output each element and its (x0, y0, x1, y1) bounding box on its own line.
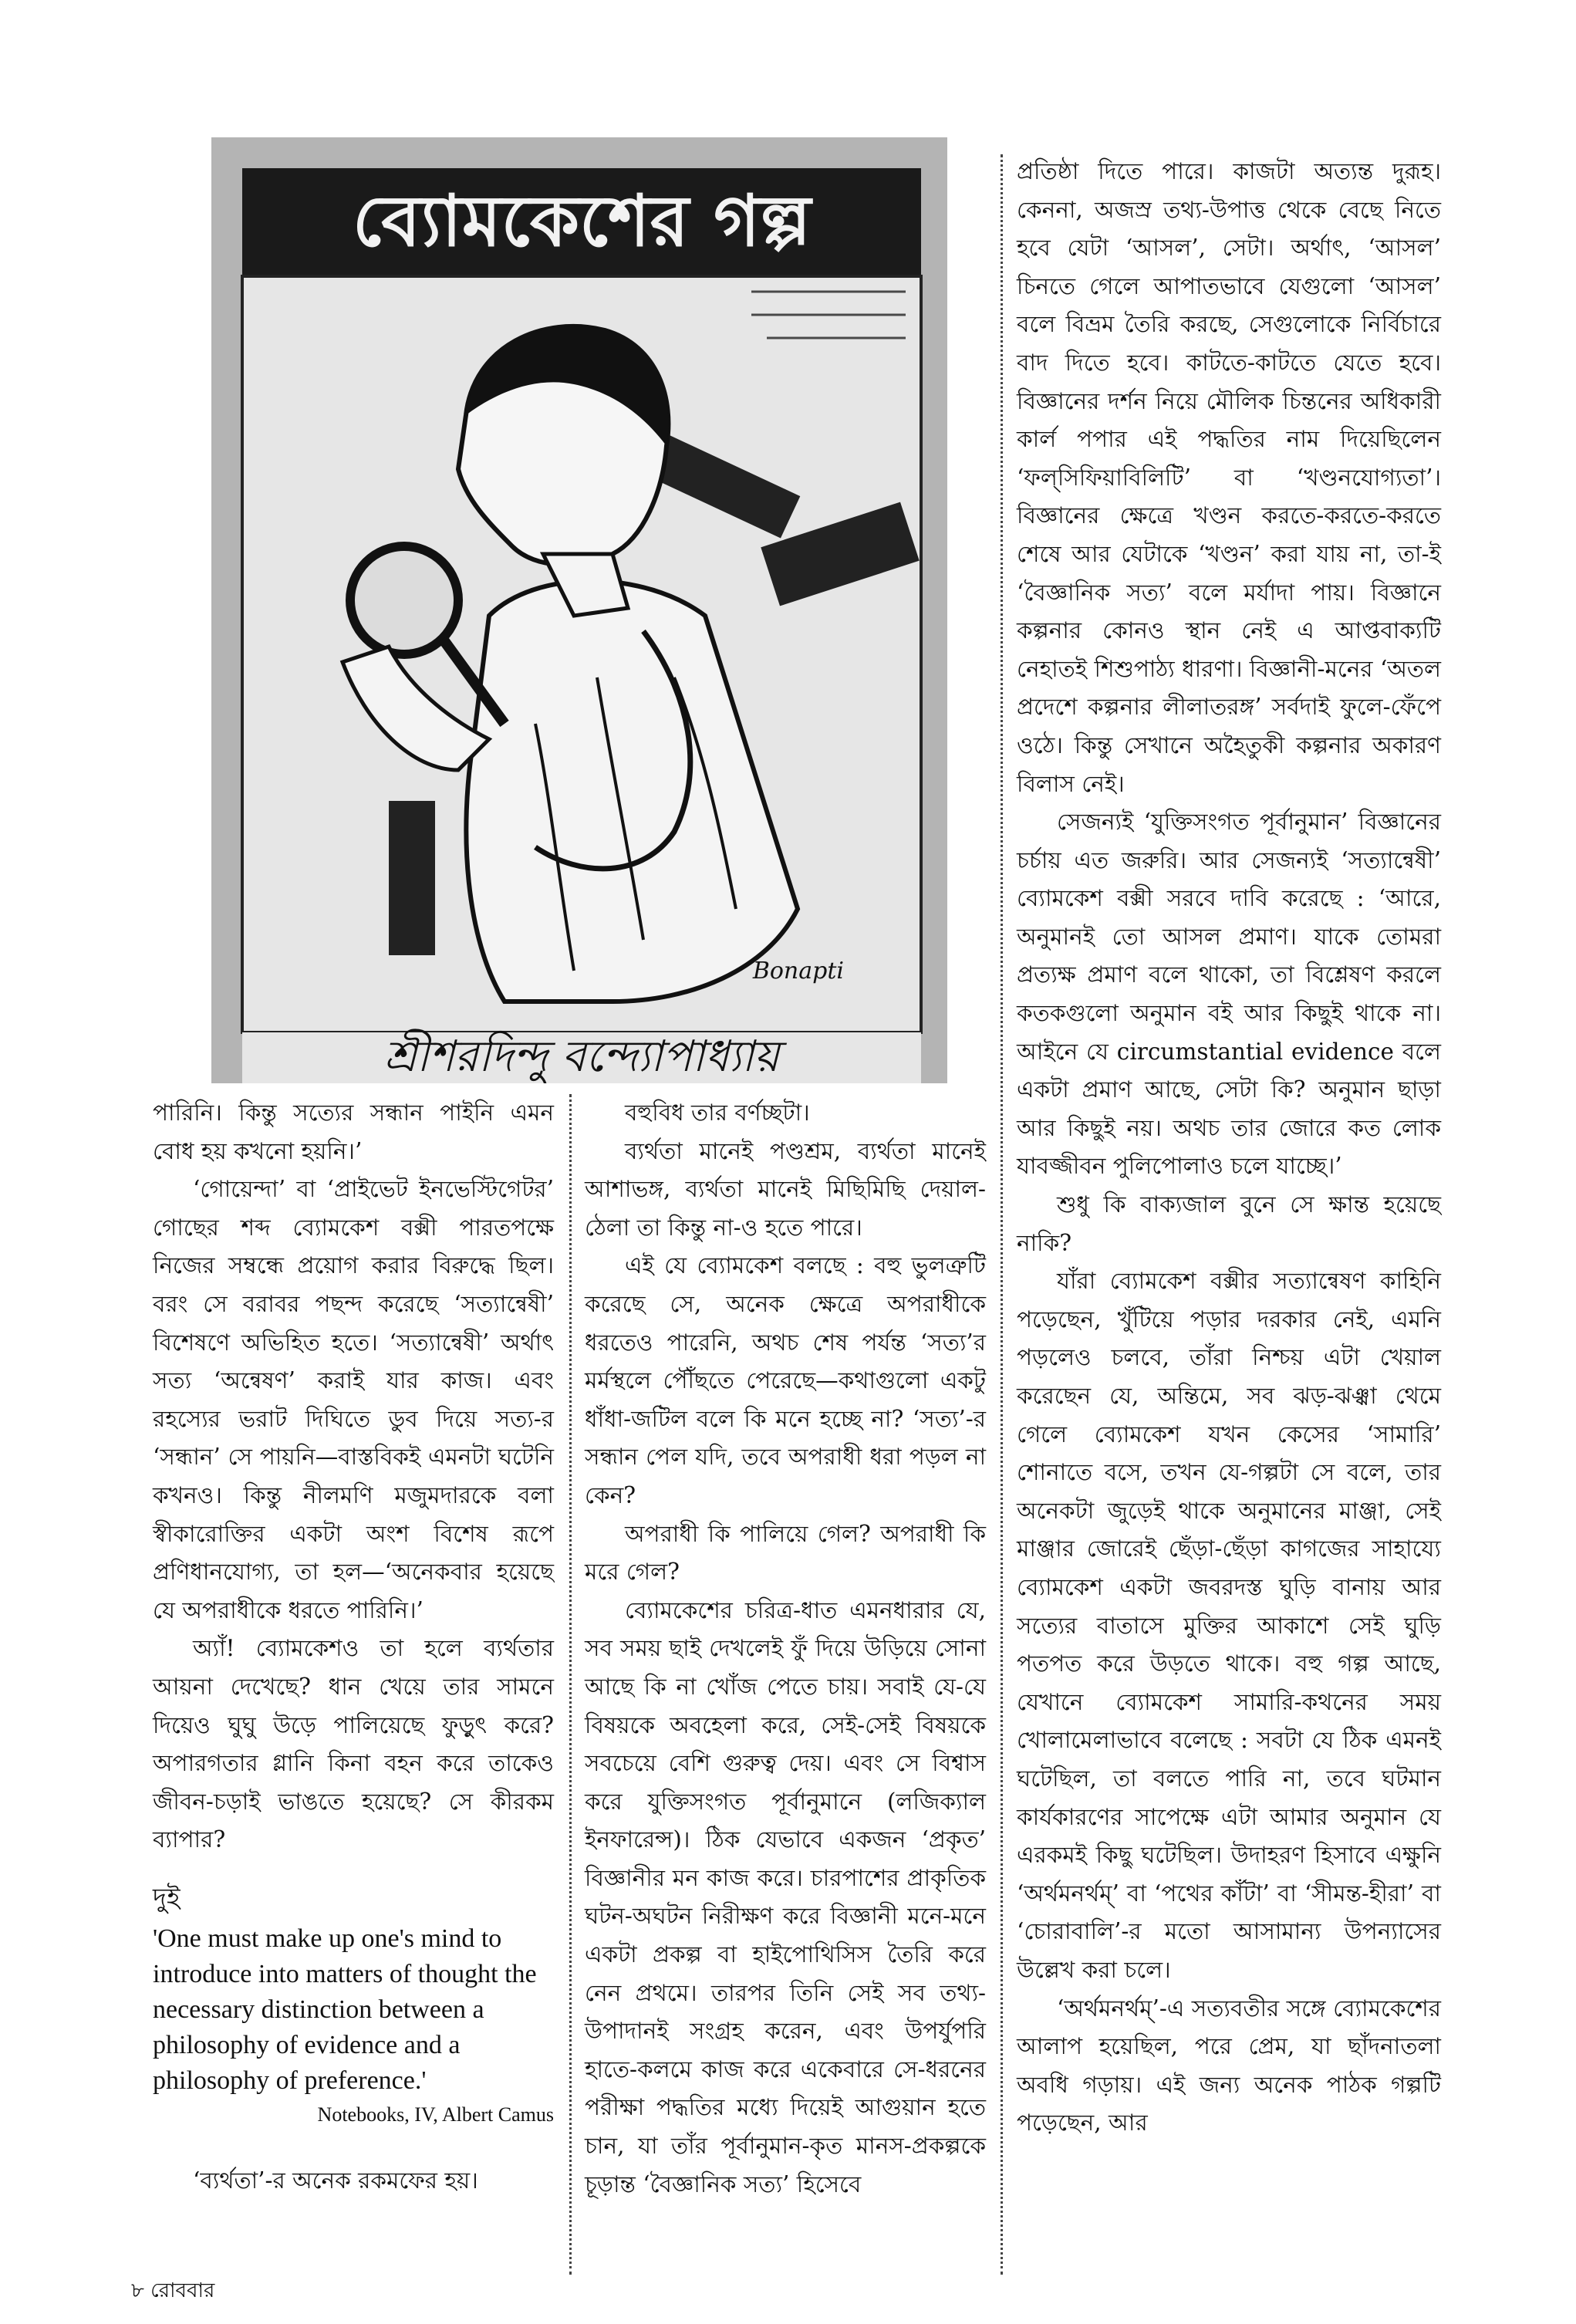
paragraph: এই যে ব্যোমকেশ বলছে : বহু ভুলত্রুটি করেছে সে, অনেক ক্ষেত্রে অপরাধীকে ধরতেও পারেনি, অথচ শেষ পর্যন্ত ‘সত্য’র মর্মস্থলে পৌঁছতে পেরেছে—কথাগুলো একটু ধাঁধা-জটিল বলে কি মনে হচ্ছে না? ‘সত্য’-র সন্ধান পেল যদি, তবে অপরাধী ধরা পড়ল না কেন? (585, 1252, 986, 1508)
epigraph-attribution: Notebooks, IV, Albert Camus (317, 2103, 554, 2126)
paragraph: পারিনি। কিন্তু সত্যের সন্ধান পাইনি এমন বোধ হয় কখনো হয়নি।’ (153, 1100, 554, 1164)
column-rule (569, 1094, 572, 2275)
publication-name: রোববার (150, 2279, 215, 2302)
paragraph: ‘অর্থমনর্থম্’-এ সত্যবতীর সঙ্গে ব্যোমকেশের আলাপ হয়েছিল, পরে প্রেম, যা ছাঁদনাতলা অবধি গড়ায়। এই জন্য অনেক পাঠক গল্পটি পড়েছেন, আর (1017, 1995, 1441, 2137)
paragraph: ‘গোয়েন্দা’ বা ‘প্রাইভেট ইনভেস্টিগেটর’ গোছের শব্দ ব্যোমকেশ বক্সী পারতপক্ষে নিজের সম্বন্ধে প্রয়োগ করার বিরুদ্ধে ছিল। বরং সে বরাবর পছন্দ করেছে ‘সত্যান্বেষী’ বিশেষণে অভিহিত হতে। ‘সত্যান্বেষী’ অর্থাৎ সত্য ‘অন্বেষণ’ করাই যার কাজ। এবং রহস্যের ভরাট দিঘিতে ডুব দিয়ে সত্য-র ‘সন্ধান’ সে পায়নি—বাস্তবিকই এমনটা ঘটেনি কখনও। কিন্তু নীলমণি মজুমদারকে বলা স্বীকারোক্তির একটা অংশ বিশেষ রূপে প্রণিধানযোগ্য, তা হল—‘অনেকবার হয়েছে যে অপরাধীকে ধরতে পারিনি।’ (153, 1176, 554, 1623)
epigraph-quote: 'One must make up one's mind to introduce into matters of thought the necessary distinction between a philosophy of evidence and a philosophy of preference.' (153, 1924, 537, 2095)
column-left (153, 1094, 554, 2200)
paragraph: ব্যোমকেশের চরিত্র-ধাত এমনধারার যে, সব সময় ছাই দেখলেই ফুঁ দিয়ে উড়িয়ে সোনা আছে কি না খোঁজ পেতে চায়। সবাই যে-যে বিষয়কে অবহেলা করে, সেই-সেই বিষয়কে সবচেয়ে বেশি গুরুত্ব দেয়। এবং সে বিশ্বাস করে যুক্তিসংগত পূর্বানুমানে (লজিক্যাল ইনফারেন্স)। ঠিক যেভাবে একজন ‘প্রকৃত’ বিজ্ঞানীর মন কাজ করে। চারপাশের প্রাকৃতিক ঘটন-অঘটন নিরীক্ষণ করে বিজ্ঞানী মনে-মনে একটা প্রকল্প বা হাইপোথিসিস তৈরি করে নেন প্রথমে। তারপর তিনি সেই সব তথ্য-উপাদানই সংগ্রহ করেন, এবং উপর্যুপরি হাতে-কলমে কাজ করে একেবারে সে-ধরনের পরীক্ষা পদ্ধতির মধ্যে দিয়েই আগুয়ান হতে চান, যা তাঁর পূর্বানুমান-কৃত মানস-প্রকল্পকে চূড়ান্ত ‘বৈজ্ঞানিক সত্য’ হিসেবে (585, 1596, 986, 2197)
section-heading: দুই (153, 1882, 181, 1914)
paragraph: শুধু কি বাক্যজাল বুনে সে ক্ষান্ত হয়েছে নাকি? (1017, 1191, 1441, 1256)
column-rule (1001, 154, 1003, 2275)
title-lettering: ব্যোমকেশের গল্প (352, 180, 812, 262)
paragraph: সেজন্যই ‘যুক্তিসংগত পূর্বানুমান’ বিজ্ঞানের চর্চায় এত জরুরি। আর সেজন্যই ‘সত্যান্বেষী’ ব্যোমকেশ বক্সী সরবে দাবি করেছে : ‘আরে, অনুমানই তো আসল প্রমাণ। যাকে তোমরা প্রত্যক্ষ প্রমাণ বলে থাকো, তা বিশ্লেষণ করলে কতকগুলো অনুমান বই আর কিছুই থাকে না। আইনে যে circumstantial evidence বলে একটা প্রমাণ আছে, সেটা কি? অনুমান ছাড়া আর কিছুই নয়। অথচ তার জোরে কত লোক যাবজ্জীবন পুলিপোলাও চলে যাচ্ছে।’ (1017, 809, 1441, 1180)
paragraph: যাঁরা ব্যোমকেশ বক্সীর সত্যান্বেষণ কাহিনি পড়েছেন, খুঁটিয়ে পড়ার দরকার নেই, এমনি পড়লেও চলবে, তাঁরা নিশ্চয় এটা খেয়াল করেছেন যে, অন্তিমে, সব ঝড়-ঝঞ্ঝা থেমে গেলে ব্যোমকেশ যখন কেসের ‘সামারি’ শোনাতে বসে, তখন যে-গল্পটা সে বলে, তার অনেকটা জুড়েই থাকে অনুমানের মাঞ্জা, সেই মাঞ্জার জোরেই ছেঁড়া-ছেঁড়া কাগজের সাহায্যে ব্যোমকেশ একটা জবরদস্ত ঘুড়ি বানায় আর সত্যের বাতাসে মুক্তির আকাশে সেই ঘুড়ি পতপত করে উড়তে থাকে। বহু গল্প আছে, যেখানে ব্যোমকেশ সামারি-কথনের সময় খোলামেলাভাবে বলেছে : সবটা যে ঠিক এমনই ঘটেছিল, তা বলতে পারি না, তবে ঘটমান কার্যকারণের সাপেক্ষে এটা আমার অনুমান যে এরকমই কিছু ঘটেছিল। উদাহরণ হিসাবে এক্ষুনি ‘অর্থমনর্থম্’ বা ‘পথের কাঁটা’ বা ‘সীমন্ত-হীরা’ বা ‘চোরাবালি’-র মতো আসামান্য উপন্যাসের উল্লেখ করা চলে। (1017, 1268, 1441, 1983)
page-footer (131, 2275, 214, 2309)
column-right (1017, 153, 1441, 2143)
cover-illustration (211, 137, 947, 1083)
paragraph: ব্যর্থতা মানেই পণ্ডশ্রম, ব্যর্থতা মানেই আশাভঙ্গ, ব্যর্থতা মানেই মিছিমিছি দেয়াল-ঠেলা তা কিন্তু না-ও হতে পারে। (585, 1137, 986, 1241)
paragraph: প্রতিষ্ঠা দিতে পারে। কাজটা অত্যন্ত দুরূহ। কেননা, অজস্র তথ্য-উপাত্ত থেকে বেছে নিতে হবে যেটা ‘আসল’, সেটা। অর্থাৎ, ‘আসল’ চিনতে গেলে আপাতভাবে যেগুলো ‘আসল’ বলে বিভ্রম তৈরি করছে, সেগুলোকে নির্বিচারে বাদ দিতে হবে। কাটতে-কাটতে যেতে হবে। বিজ্ঞানের দর্শন নিয়ে মৌলিক চিন্তনের অধিকারী কার্ল পপার এই পদ্ধতির নাম দিয়েছিলেন ‘ফল্‌সিফিয়াবিলিটি’ বা ‘খণ্ডনযোগ্যতা’। বিজ্ঞানের ক্ষেত্রে খণ্ডন করতে-করতে-করতে শেষে আর যেটাকে ‘খণ্ডন’ করা যায় না, তা-ই ‘বৈজ্ঞানিক সত্য’ বলে মর্যাদা পায়। বিজ্ঞানে কল্পনার কোনও স্থান নেই এ আপ্তবাক্যটি নেহাতই শিশুপাঠ্য ধারণা। বিজ্ঞানী-মনের ‘অতল প্রদেশে কল্পনার লীলাতরঙ্গ’ সর্বদাই ফুলে-ফেঁপে ওঠে। কিন্তু সেখানে অহৈতুকী কল্পনার অকারণ বিলাস নেই। (1017, 158, 1441, 797)
paragraph: ‘ব্যর্থতা’-র অনেক রকমফের হয়। (193, 2167, 478, 2194)
artist-signature: Bonapti (752, 958, 844, 985)
author-lettering: শ্রীশরদিন্দু বন্দ্যোপাধ্যায় (383, 1032, 780, 1082)
paragraph: বহুবিধ তার বর্ণচ্ছটা। (625, 1100, 810, 1126)
paragraph: অ্যাঁ! ব্যোমকেশও তা হলে ব্যর্থতার আয়না দেখেছে? ধান খেয়ে তার সামনে দিয়েও ঘুঘু উড়ে পালিয়েছে ফুড়ুৎ করে? অপারগতার গ্লানি কিনা বহন করে তাকেও জীবন-চড়াই ভাঙতে হয়েছে? সে কীরকম ব্যাপার? (153, 1635, 554, 1853)
paragraph: অপরাধী কি পালিয়ে গেল? অপরাধী কি মরে গেল? (585, 1520, 986, 1586)
column-middle (585, 1094, 986, 2204)
page-number: ৮ (131, 2279, 144, 2302)
